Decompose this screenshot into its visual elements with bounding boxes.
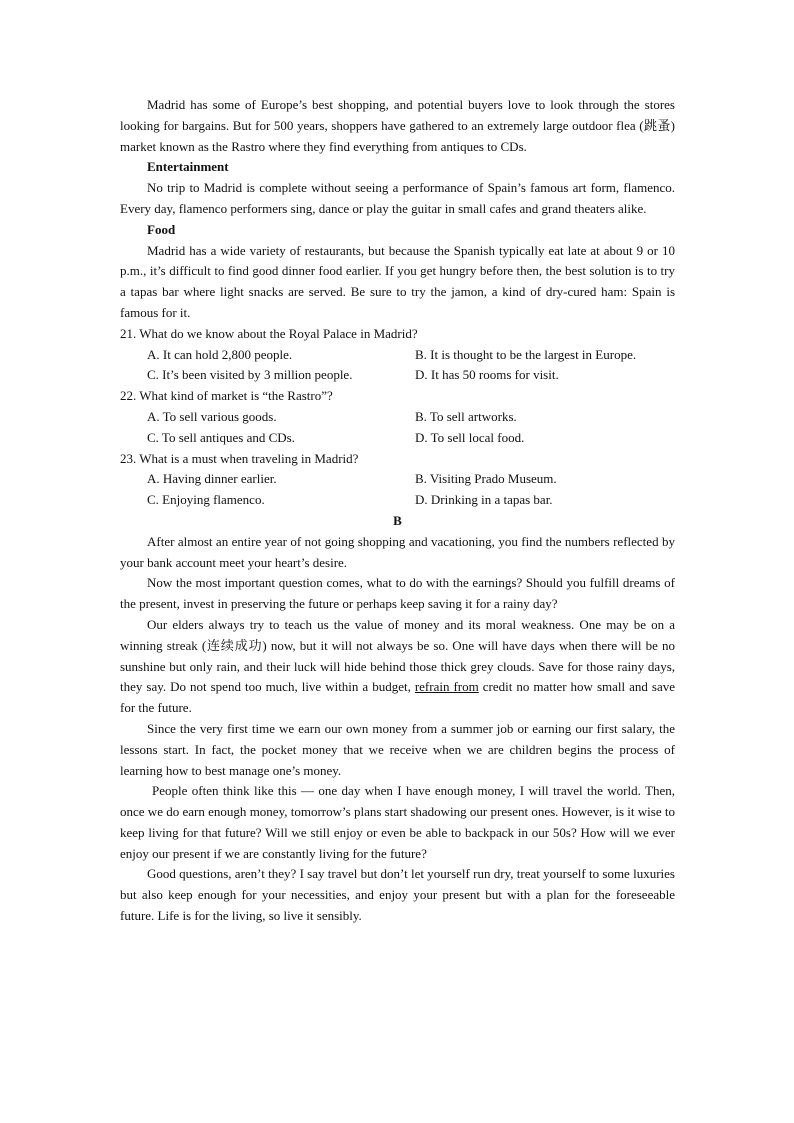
option-23-a: A. Having dinner earlier. (147, 471, 277, 487)
option-22-c: C. To sell antiques and CDs. (147, 429, 295, 445)
paragraph-3-text-after: credit no matter how small and save for the future. (120, 679, 675, 716)
option-21-d: D. It has 50 rooms for visit. (415, 367, 559, 383)
entertainment-paragraph: No trip to Madrid is complete without seeing a performance of Spain’s famous art form, flamenco. Every day, flamenco performers sing, dance or play the guitar in small cafes and grand theaters alike. (120, 180, 675, 216)
section-b-label: B (393, 512, 402, 528)
shopping-paragraph: Madrid has some of Europe’s best shopping, and potential buyers love to look through the stores looking for bargains. But for 500 years, shoppers have gathered to an extremely large outdoor flea (跳蚤) market known as the Rastro where they find everything from antiques to CDs. (120, 97, 675, 154)
option-23-b: B. Visiting Prado Museum. (415, 471, 557, 487)
option-23-c: C. Enjoying flamenco. (147, 492, 265, 508)
document-page (120, 95, 675, 927)
option-21-b: B. It is thought to be the largest in Europe. (415, 346, 637, 362)
section-b-paragraph-6: Good questions, aren’t they? I say travel but don’t let yourself run dry, treat yourself to some luxuries but also keep enough for your necessities, and enjoy your present but with a plan for the foreseeable future. Life is for the living, so live it sensibly. (120, 866, 675, 924)
question-23: 23. What is a must when traveling in Madrid? (120, 450, 359, 466)
food-heading: Food (147, 221, 176, 237)
paragraph-3-text-before: Our elders always try to teach us the value of money and its moral weakness. One may be on a winning streak (连续成功) now, but it will not always be so. One will have days when there will be no sunshine but only rain, and their luck will hide behind those thick grey clouds. Save for those rainy days, they say. Do not spend too much, live within a budget, (120, 616, 675, 695)
food-paragraph: Madrid has a wide variety of restaurants, but because the Spanish typically eat late at about 9 or 10 p.m., it’s difficult to find good dinner food earlier. If you get hungry before then, the best solution is to try a tapas bar where light snacks are served. Be sure to try the jamon, a kind of dry-cured ham: Spain is famous for it. (120, 242, 675, 320)
question-22-options (120, 407, 675, 449)
option-22-a: A. To sell various goods. (147, 408, 277, 424)
section-b-paragraph-2: Now the most important question comes, what to do with the earnings? Should you fulfill dreams of the present, invest in preserving the future or perhaps keep saving it for a rainy day? (120, 575, 675, 612)
option-23-d: D. Drinking in a tapas bar. (415, 492, 553, 508)
option-22-b: B. To sell artworks. (415, 408, 517, 424)
section-b-paragraph-5: People often think like this — one day when I have enough money, I will travel the world. Then, once we do earn enough money, tomorrow’s plans start shadowing our present ones. However, is it wise to keep living for that future? Will we still enjoy or even be able to backpack in our 50s? How will we ever enjoy our present if we are constantly living for the future? (120, 783, 675, 861)
section-b-paragraph-3 (120, 615, 675, 719)
question-21: 21. What do we know about the Royal Palace in Madrid? (120, 325, 418, 341)
section-b-paragraph-1: After almost an entire year of not going shopping and vacationing, you find the numbers reflected by your bank account meet your heart’s desire. (120, 533, 675, 570)
option-21-a: A. It can hold 2,800 people. (147, 346, 293, 362)
question-23-options (120, 469, 675, 511)
question-22: 22. What kind of market is “the Rastro”? (120, 388, 333, 404)
option-22-d: D. To sell local food. (415, 429, 525, 445)
option-21-c: C. It’s been visited by 3 million people. (147, 367, 353, 383)
question-21-options (120, 345, 675, 387)
entertainment-heading: Entertainment (147, 159, 229, 175)
section-b-paragraph-4: Since the very first time we earn our own money from a summer job or earning our first salary, the lessons start. In fact, the pocket money that we receive when we are children begins the process of learning how to best manage one’s money. (120, 720, 675, 778)
underlined-phrase: refrain from (414, 679, 479, 695)
